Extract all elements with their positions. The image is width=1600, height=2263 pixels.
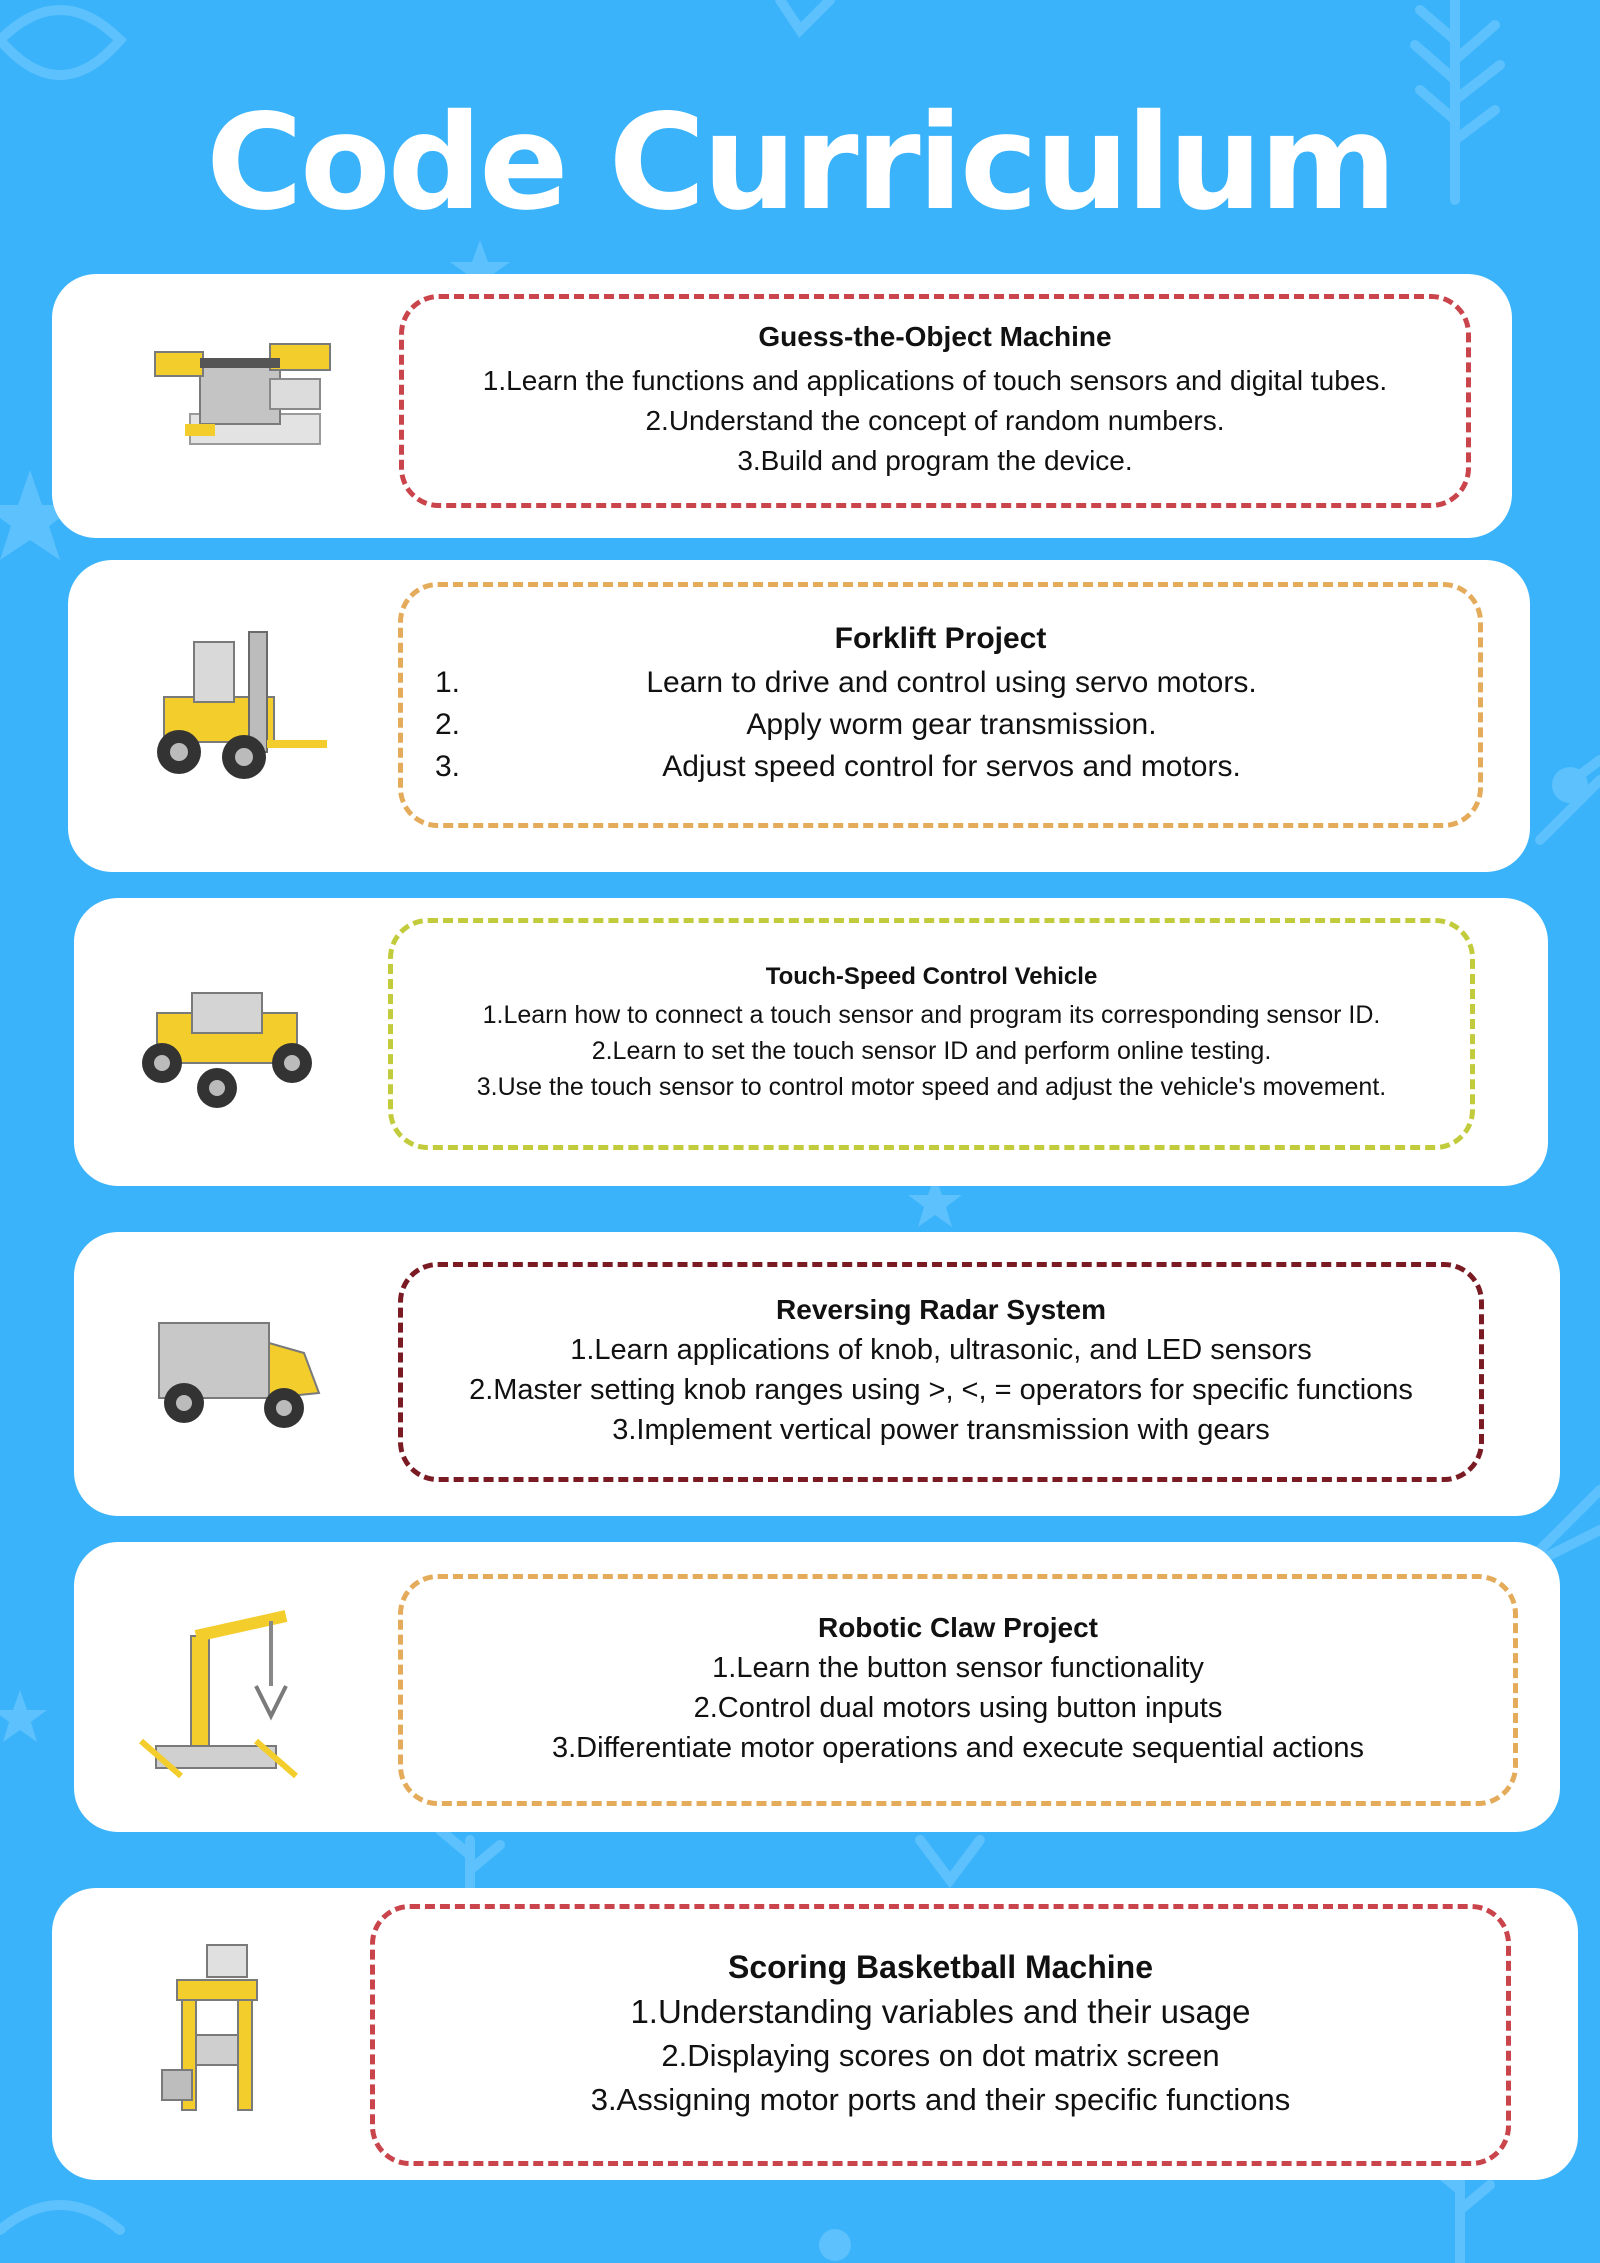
description-box <box>398 1574 1518 1806</box>
list-item <box>413 746 1468 788</box>
list-number: 2. <box>435 708 461 741</box>
curriculum-card-guess-machine <box>52 274 1512 538</box>
card-heading: Touch-Speed Control Vehicle <box>765 963 1098 990</box>
forklift-model-icon <box>134 622 344 792</box>
card-heading: Guess-the-Object Machine <box>758 321 1112 352</box>
description-box <box>388 918 1475 1150</box>
radar-truck-model-icon <box>144 1298 334 1448</box>
card-line: 1.Learn the button sensor functionality <box>712 1652 1204 1684</box>
list-text: Adjust speed control for servos and motors. <box>662 750 1241 783</box>
list-number: 1. <box>435 666 461 699</box>
curriculum-card-touch-vehicle <box>74 898 1548 1186</box>
curriculum-card-forklift <box>68 560 1530 872</box>
list-number: 3. <box>435 750 461 783</box>
page-title: Code Curriculum <box>206 86 1394 240</box>
guess-machine-model-icon <box>140 324 360 474</box>
card-line: 2.Displaying scores on dot matrix screen <box>661 2037 1220 2073</box>
card-line: 3.Use the touch sensor to control motor speed and adjust the vehicle's movement. <box>476 1073 1387 1101</box>
card-line: 3.Differentiate motor operations and execute sequential actions <box>552 1732 1364 1764</box>
card-heading: Robotic Claw Project <box>817 1612 1099 1643</box>
card-line: 1.Learn how to connect a touch sensor and program its corresponding sensor ID. <box>482 1001 1381 1029</box>
list-text: Apply worm gear transmission. <box>746 708 1157 741</box>
card-heading: Scoring Basketball Machine <box>727 1948 1153 1985</box>
card-heading: Forklift Project <box>834 622 1047 655</box>
card-line: 1.Learn applications of knob, ultrasonic, and LED sensors <box>570 1334 1312 1366</box>
description-box <box>398 1262 1484 1482</box>
card-line: 1.Understanding variables and their usage <box>630 1992 1251 2030</box>
basketball-machine-model-icon <box>152 1940 282 2135</box>
robotic-claw-model-icon <box>136 1596 326 1786</box>
card-heading: Reversing Radar System <box>776 1294 1106 1325</box>
card-line: 2.Control dual motors using button inputs <box>693 1692 1223 1724</box>
description-box <box>370 1904 1511 2166</box>
card-line: 3.Implement vertical power transmission with gears <box>612 1414 1270 1446</box>
description-box <box>399 294 1471 508</box>
card-line: 3.Build and program the device. <box>737 445 1133 476</box>
description-box <box>398 582 1483 828</box>
curriculum-card-robotic-claw <box>74 1542 1560 1832</box>
card-line: 2.Understand the concept of random numbers. <box>645 405 1225 436</box>
vehicle-model-icon <box>122 968 332 1118</box>
list-item <box>413 704 1468 746</box>
list-item <box>413 662 1468 704</box>
curriculum-card-radar <box>74 1232 1560 1516</box>
curriculum-card-basketball <box>52 1888 1578 2180</box>
card-line: 2.Master setting knob ranges using >, <, = operators for specific functions <box>469 1374 1413 1406</box>
card-line: 2.Learn to set the touch sensor ID and perform online testing. <box>591 1037 1272 1065</box>
card-line: 3.Assigning motor ports and their specific functions <box>590 2081 1291 2117</box>
list-text: Learn to drive and control using servo motors. <box>646 666 1257 699</box>
card-line: 1.Learn the functions and applications of touch sensors and digital tubes. <box>482 365 1388 396</box>
